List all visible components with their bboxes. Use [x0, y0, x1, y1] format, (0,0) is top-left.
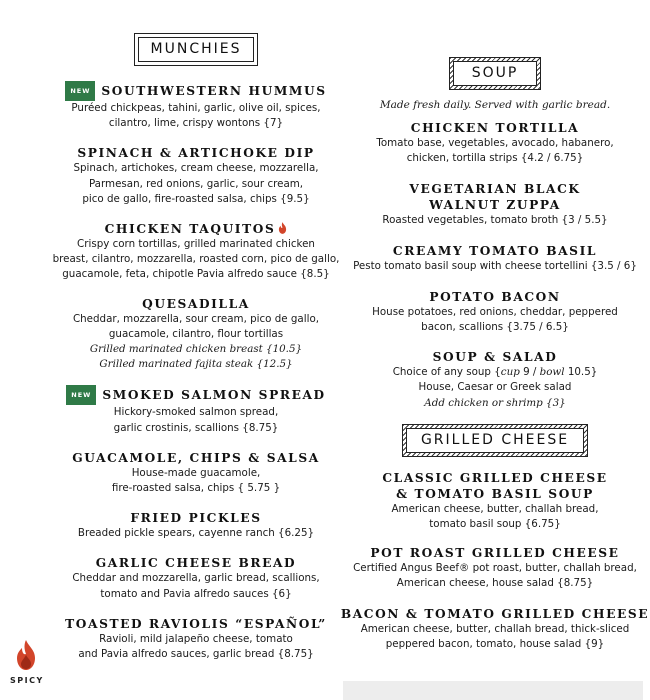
item-description: Cheddar, mozzarella, sour cream, pico de gallo, guacamole, cilantro, flour tortillas Grilled marinated chicken breast {10.5} Grilled marinated fajita steak {12.5}	[72, 312, 320, 371]
item-title: TOASTED RAVIOLIS “ESPAÑOL”	[65, 616, 327, 631]
grilled-cheese-heading-wrap	[340, 424, 650, 457]
item-title: POT ROAST GRILLED CHEESE	[370, 546, 620, 561]
item-title: CHICKEN TORTILLA	[410, 121, 580, 135]
item-description: Roasted vegetables, tomato broth {3 / 5.5}	[382, 214, 608, 227]
soup-heading: SOUP	[453, 61, 538, 86]
soup-heading-box	[449, 57, 542, 90]
item-description: Choice of any soup {cup 9 / bowl 10.5} House, Caesar or Greek salad Add chicken or shrimp {3}	[392, 366, 598, 409]
menu-item-guacamole-chips-salsa	[6, 450, 386, 496]
menu-item-chicken-tortilla	[340, 120, 650, 166]
new-badge: NEW	[66, 385, 96, 405]
item-title: GUACAMOLE, CHIPS & SALSA	[72, 450, 320, 465]
item-description: Crispy corn tortillas, grilled marinated chicken breast, cilantro, mozzarella, roasted corn, pico de gallo, guacamole, feta, chipotle Pavia alfredo sauce {8.5}	[52, 238, 340, 281]
munchies-heading-wrap	[6, 33, 386, 66]
item-description: Ravioli, mild jalapeño cheese, tomato and Pavia alfredo sauces, garlic bread {8.75}	[78, 632, 314, 661]
item-description: Hickory-smoked salmon spread, garlic crostinis, scallions {8.75}	[113, 406, 279, 434]
soup-heading-wrap	[340, 57, 650, 90]
item-title: CHICKEN TAQUITOS	[6, 221, 386, 237]
munchies-heading: MUNCHIES	[138, 37, 255, 62]
menu-item-soup-and-salad	[340, 349, 650, 411]
menu-item-chicken-taquitos	[6, 221, 386, 283]
item-description: Breaded pickle spears, cayenne ranch {6.25}	[77, 527, 315, 540]
item-title: FRIED PICKLES	[130, 511, 262, 526]
item-title: NEW SOUTHWESTERN HUMMUS	[6, 81, 386, 101]
item-description: Certified Angus Beef® pot roast, butter, challah bread, American cheese, house salad {8.75}	[353, 562, 637, 590]
item-description: Tomato base, vegetables, avocado, habanero, chicken, tortilla strips {4.2 / 6.75}	[376, 137, 614, 165]
flame-icon	[278, 222, 287, 234]
grilled-cheese-heading: GRILLED CHEESE	[406, 428, 584, 453]
bottom-bar	[343, 681, 643, 700]
menu-item-pot-roast-grilled-cheese	[340, 545, 650, 591]
menu-item-spinach-artichoke-dip	[6, 145, 386, 207]
item-title: SOUP & SALAD	[432, 350, 558, 365]
item-description: Cheddar and mozzarella, garlic bread, scallions, tomato and Pavia alfredo sauces {6}	[72, 572, 320, 600]
soup-subtitle: Made fresh daily. Served with garlic bread.	[379, 99, 611, 111]
soup-grilled-column	[340, 0, 650, 652]
grilled-cheese-heading-box	[402, 424, 588, 457]
item-description: Pesto tomato basil soup with cheese tortellini {3.5 / 6}	[353, 259, 637, 272]
menu-item-southwestern-hummus	[6, 81, 386, 131]
spicy-label: SPICY	[10, 676, 44, 685]
menu-item-classic-grilled-cheese	[340, 470, 650, 532]
menu-item-quesadilla	[6, 296, 386, 373]
item-title: POTATO BACON	[429, 289, 561, 304]
menu-item-bacon-tomato-grilled-cheese	[340, 606, 650, 652]
menu-item-toasted-raviolis	[6, 616, 386, 662]
menu-item-smoked-salmon-spread	[6, 385, 386, 435]
item-description: Spinach, artichokes, cream cheese, mozzarella, Parmesan, red onions, garlic, sour cream, pico de gallo, fire-roasted salsa, chips {9.5}	[73, 162, 319, 205]
item-title: GARLIC CHEESE BREAD	[95, 556, 297, 571]
item-title: CREAMY TOMATO BASIL	[392, 243, 598, 258]
munchies-column	[6, 0, 386, 662]
item-title: NEW SMOKED SALMON SPREAD	[6, 385, 386, 405]
item-title: CLASSIC GRILLED CHEESE & TOMATO BASIL SOUP	[382, 470, 608, 501]
item-title: BACON & TOMATO GRILLED CHEESE	[340, 606, 650, 621]
menu-item-vegetarian-black-walnut-zuppa	[340, 181, 650, 228]
menu-item-creamy-tomato-basil	[340, 243, 650, 274]
flame-icon	[16, 640, 36, 670]
item-description: American cheese, butter, challah bread, tomato basil soup {6.75}	[391, 502, 599, 531]
menu-item-potato-bacon	[340, 289, 650, 335]
munchies-heading-box	[134, 33, 259, 66]
item-title: SPINACH & ARTICHOKE DIP	[77, 146, 315, 161]
menu-item-fried-pickles	[6, 510, 386, 541]
item-title: VEGETARIAN BLACK WALNUT ZUPPA	[409, 182, 581, 213]
item-description: Puréed chickpeas, tahini, garlic, olive oil, spices, cilantro, lime, crispy wontons {7}	[71, 102, 321, 130]
item-description: House potatoes, red onions, cheddar, peppered bacon, scallions {3.75 / 6.5}	[372, 305, 618, 334]
item-description: House-made guacamole, fire-roasted salsa, chips { 5.75 }	[111, 466, 281, 495]
item-description: American cheese, butter, challah bread, thick-sliced peppered bacon, tomato, house salad {9}	[360, 622, 630, 650]
spicy-legend	[10, 640, 42, 685]
new-badge: NEW	[65, 81, 95, 101]
item-title: QUESADILLA	[142, 296, 250, 311]
menu-item-garlic-cheese-bread	[6, 555, 386, 601]
